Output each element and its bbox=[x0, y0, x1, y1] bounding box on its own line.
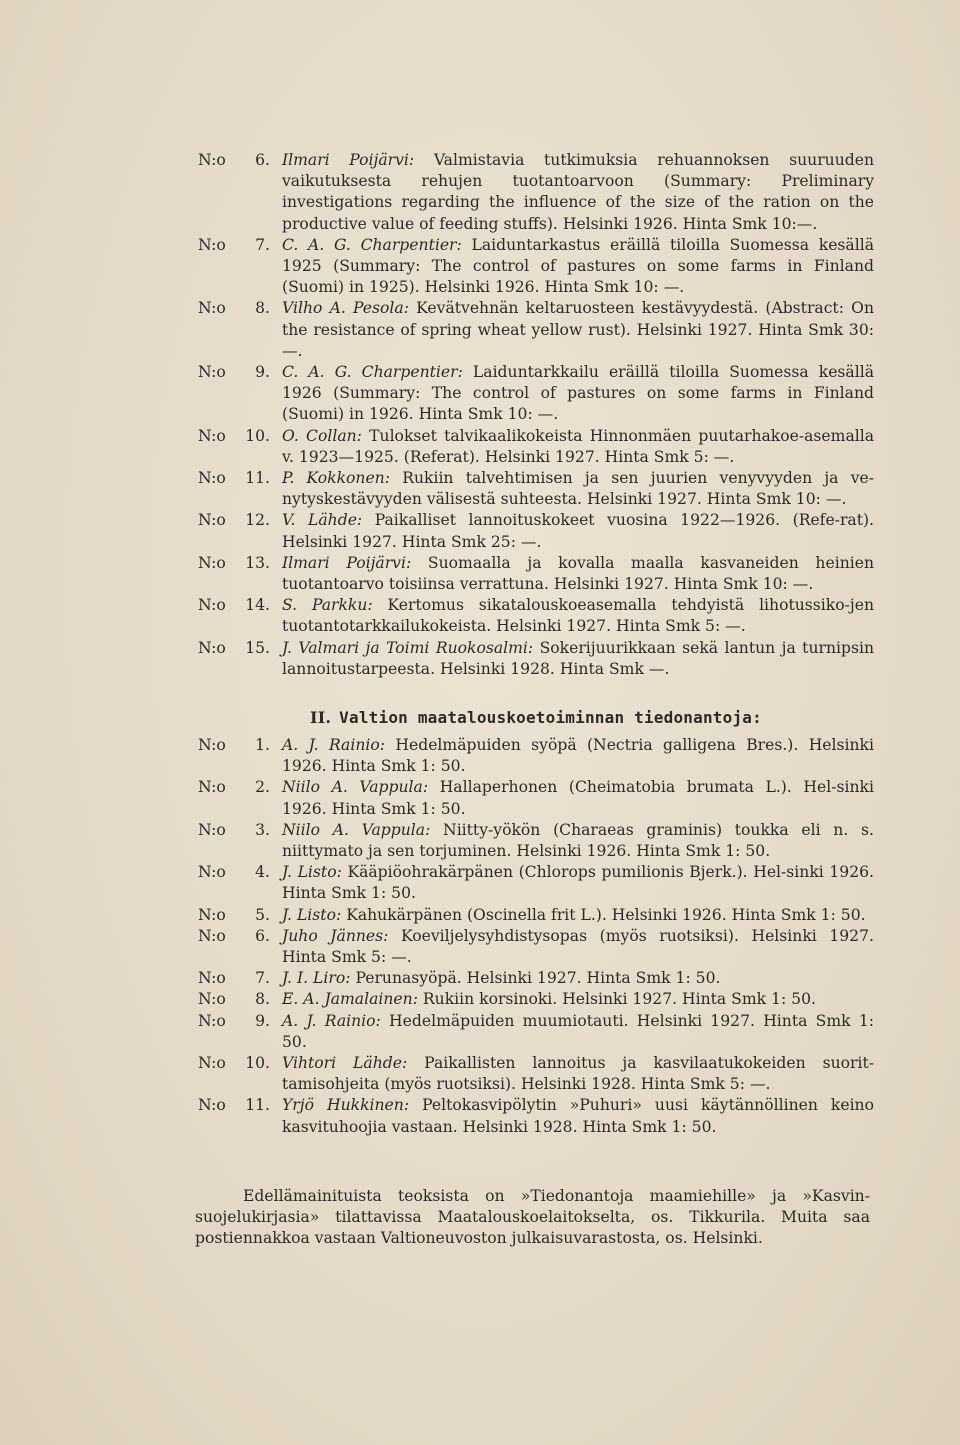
entry-number: 11. bbox=[245, 469, 270, 488]
list-item bbox=[198, 510, 874, 552]
entry-number: 4. bbox=[255, 863, 270, 882]
entry-prefix: N:o bbox=[198, 426, 226, 445]
entry-text: Niitty-yökön (Charaeas graminis) toukka eli n. s. niittymato ja sen torjuminen. Helsinki 1926. Hinta Smk 1: 50. bbox=[282, 820, 874, 861]
list-item bbox=[198, 362, 874, 426]
entry-author: Niilo A. Vappula: bbox=[282, 820, 431, 839]
entry-author: A. J. Rainio: bbox=[282, 1011, 381, 1030]
entry-text: Valmistavia tutkimuksia rehuannoksen suuruuden vaikutuksesta rehujen tuotantoarvoon (Summary: Preliminary investigations regarding the influence of the size of the ration on the productive value of feeding stuffs). Helsinki 1926. Hinta Smk 10:—. bbox=[282, 151, 874, 233]
publication-list-1 bbox=[198, 150, 874, 680]
entry-text: Tulokset talvikaalikokeista Hinnonmäen puutarhakoe-asemalla v. 1923—1925. (Referat). Helsinki 1927. Hinta Smk 5: —. bbox=[282, 426, 875, 466]
entry-text: Perunasyöpä. Helsinki 1927. Hinta Smk 1: 50. bbox=[355, 969, 721, 988]
entry-number: 9. bbox=[255, 363, 270, 382]
list-item bbox=[198, 150, 874, 235]
entry-author: S. Parkku: bbox=[282, 596, 373, 615]
entry-prefix: N:o bbox=[198, 511, 226, 530]
list-item bbox=[198, 1095, 874, 1137]
entry-author: J. Valmari ja Toimi Ruokosalmi: bbox=[282, 638, 534, 657]
entry-prefix: N:o bbox=[198, 1096, 226, 1115]
entry-text: Kevätvehnän keltaruosteen kestävyydestä. (Abstract: On the resistance of spring wheat yellow rust). Helsinki 1927. Hinta Smk 30: —. bbox=[282, 299, 874, 360]
entry-number: 7. bbox=[255, 235, 270, 254]
entry-author: E. A. Jamalainen: bbox=[282, 990, 418, 1009]
entry-number: 9. bbox=[255, 1011, 270, 1030]
entry-author: C. A. G. Charpentier: bbox=[282, 363, 463, 382]
entry-text: Sokerijuurikkaan sekä lantun ja turnipsin lannoitustarpeesta. Helsinki 1928. Hinta Smk —. bbox=[282, 638, 874, 678]
list-item bbox=[198, 989, 874, 1010]
entry-number: 3. bbox=[255, 820, 270, 839]
entry-author: Juho Jännes: bbox=[282, 926, 389, 945]
entry-text: Paikalliset lannoituskokeet vuosina 1922—1926. (Refe-rat). Helsinki 1927. Hinta Smk 25: —. bbox=[282, 511, 874, 551]
entry-number: 12. bbox=[245, 511, 270, 530]
footer-note: Edellämainituista teoksista on »Tiedonantoja maamiehille» ja »Kasvin-suojelukirjasia» tilattavissa Maatalouskoelaitokselta, os. Tikkurila. Muita saa postiennakkoa vastaan Valtioneuvoston julkaisuvarastosta, os. Helsinki. bbox=[195, 1186, 870, 1248]
entry-author: Ilmari Poijärvi: bbox=[282, 553, 412, 572]
entry-text: Laiduntarkkailu eräillä tiloilla Suomessa kesällä 1926 (Summary: The control of pastures on some farms in Finland (Suomi) in 1926. Hinta Smk 10: —. bbox=[282, 363, 874, 424]
entry-prefix: N:o bbox=[198, 1054, 226, 1073]
entry-number: 5. bbox=[255, 905, 270, 924]
entry-author: J. Listo: bbox=[282, 863, 342, 882]
entry-prefix: N:o bbox=[198, 299, 226, 318]
entry-text: Rukiin talvehtimisen ja sen juurien venyvyyden ja ve-nytyskestävyyden välisestä suhteesta. Helsinki 1927. Hinta Smk 10: —. bbox=[282, 469, 874, 509]
entry-number: 2. bbox=[255, 778, 270, 797]
entry-prefix: N:o bbox=[198, 820, 226, 839]
entry-author: Vilho A. Pesola: bbox=[282, 299, 409, 318]
entry-text: Hallaperhonen (Cheimatobia brumata L.). Hel-sinki 1926. Hinta Smk 1: 50. bbox=[282, 778, 874, 818]
entry-text: Rukiin korsinoki. Helsinki 1927. Hinta Smk 1: 50. bbox=[422, 990, 816, 1009]
entry-number: 6. bbox=[255, 151, 270, 169]
entry-author: Yrjö Hukkinen: bbox=[282, 1096, 410, 1115]
list-item bbox=[198, 777, 874, 819]
entry-text: Laiduntarkastus eräillä tiloilla Suomessa kesällä 1925 (Summary: The control of pastures on some farms in Finland (Suomi) in 1925). Helsinki 1926. Hinta Smk 10: —. bbox=[282, 235, 874, 297]
entry-number: 13. bbox=[245, 553, 270, 572]
entry-text: Paikallisten lannoitus ja kasvilaatukokeiden suorit-tamisohjeita (myös ruotsiksi). Helsinki 1928. Hinta Smk 5: —. bbox=[282, 1054, 874, 1094]
entry-prefix: N:o bbox=[198, 638, 226, 657]
entry-author: P. Kokkonen: bbox=[282, 469, 390, 488]
entry-author: O. Collan: bbox=[282, 426, 362, 445]
entry-prefix: N:o bbox=[198, 151, 226, 169]
entry-author: J. I. Liro: bbox=[282, 969, 351, 988]
list-item bbox=[198, 905, 874, 926]
entry-number: 15. bbox=[245, 638, 270, 657]
entry-text: Kääpiöohrakärpänen (Chlorops pumilionis Bjerk.). Hel-sinki 1926. Hinta Smk 1: 50. bbox=[282, 863, 874, 903]
entry-author: Niilo A. Vappula: bbox=[282, 778, 429, 797]
section-number: II. bbox=[310, 708, 332, 727]
list-item bbox=[198, 468, 874, 510]
entry-prefix: N:o bbox=[198, 926, 226, 945]
list-item bbox=[198, 1053, 874, 1095]
entry-author: V. Lähde: bbox=[282, 511, 363, 530]
entry-text: Kahukärpänen (Oscinella frit L.). Helsinki 1926. Hinta Smk 1: 50. bbox=[346, 905, 866, 924]
entry-number: 11. bbox=[245, 1096, 270, 1115]
section-title: Valtion maatalouskoetoiminnan tiedonantoja: bbox=[339, 708, 762, 727]
entry-number: 8. bbox=[255, 990, 270, 1009]
entry-prefix: N:o bbox=[198, 863, 226, 882]
entry-prefix: N:o bbox=[198, 778, 226, 797]
entry-prefix: N:o bbox=[198, 469, 226, 488]
entry-author: C. A. G. Charpentier: bbox=[282, 235, 462, 254]
entry-prefix: N:o bbox=[198, 969, 226, 988]
entry-text: Hedelmäpuiden syöpä (Nectria galligena Bres.). Helsinki 1926. Hinta Smk 1: 50. bbox=[282, 736, 874, 776]
section-heading bbox=[198, 708, 874, 727]
list-item bbox=[198, 235, 874, 299]
list-item bbox=[198, 638, 874, 680]
entry-author: Ilmari Poijärvi: bbox=[282, 151, 415, 169]
list-item bbox=[198, 298, 874, 362]
list-item bbox=[198, 820, 874, 862]
entry-prefix: N:o bbox=[198, 990, 226, 1009]
list-item bbox=[198, 1011, 874, 1053]
entry-number: 1. bbox=[255, 736, 270, 754]
list-item bbox=[198, 426, 874, 468]
list-item bbox=[198, 595, 874, 637]
list-item bbox=[198, 862, 874, 904]
entry-prefix: N:o bbox=[198, 736, 226, 754]
list-item bbox=[198, 926, 874, 968]
entry-author: Vihtori Lähde: bbox=[282, 1054, 408, 1073]
entry-text: Peltokasvipölytin »Puhuri» uusi käytännöllinen keino kasvituhoojia vastaan. Helsinki 1928. Hinta Smk 1: 50. bbox=[282, 1096, 874, 1136]
entry-author: A. J. Rainio: bbox=[282, 736, 386, 754]
entry-text: Suomaalla ja kovalla maalla kasvaneiden heinien tuotantoarvo toisiinsa verrattuna. Helsinki 1927. Hinta Smk 10: —. bbox=[282, 553, 874, 594]
entry-prefix: N:o bbox=[198, 905, 226, 924]
entry-number: 8. bbox=[255, 299, 270, 318]
entry-text: Hedelmäpuiden muumiotauti. Helsinki 1927. Hinta Smk 1: 50. bbox=[282, 1011, 874, 1051]
entry-prefix: N:o bbox=[198, 363, 226, 382]
entry-number: 7. bbox=[255, 969, 270, 988]
list-item bbox=[198, 553, 874, 595]
list-item bbox=[198, 735, 874, 777]
entry-number: 6. bbox=[255, 926, 270, 945]
entry-prefix: N:o bbox=[198, 596, 226, 615]
entry-text: Koeviljelysyhdistysopas (myös ruotsiksi). Helsinki 1927. Hinta Smk 5: —. bbox=[282, 926, 874, 967]
entry-number: 10. bbox=[245, 1054, 270, 1073]
entry-prefix: N:o bbox=[198, 235, 226, 254]
entry-number: 10. bbox=[245, 426, 270, 445]
publication-list-2 bbox=[198, 735, 874, 1138]
entry-text: Kertomus sikatalouskoeasemalla tehdyistä lihotussiko-jen tuotantotarkkailukokeista. Helsinki 1927. Hinta Smk 5: —. bbox=[282, 596, 874, 636]
entry-prefix: N:o bbox=[198, 1011, 226, 1030]
entry-prefix: N:o bbox=[198, 553, 226, 572]
entry-author: J. Listo: bbox=[282, 905, 342, 924]
entry-number: 14. bbox=[245, 596, 270, 615]
list-item bbox=[198, 968, 874, 989]
